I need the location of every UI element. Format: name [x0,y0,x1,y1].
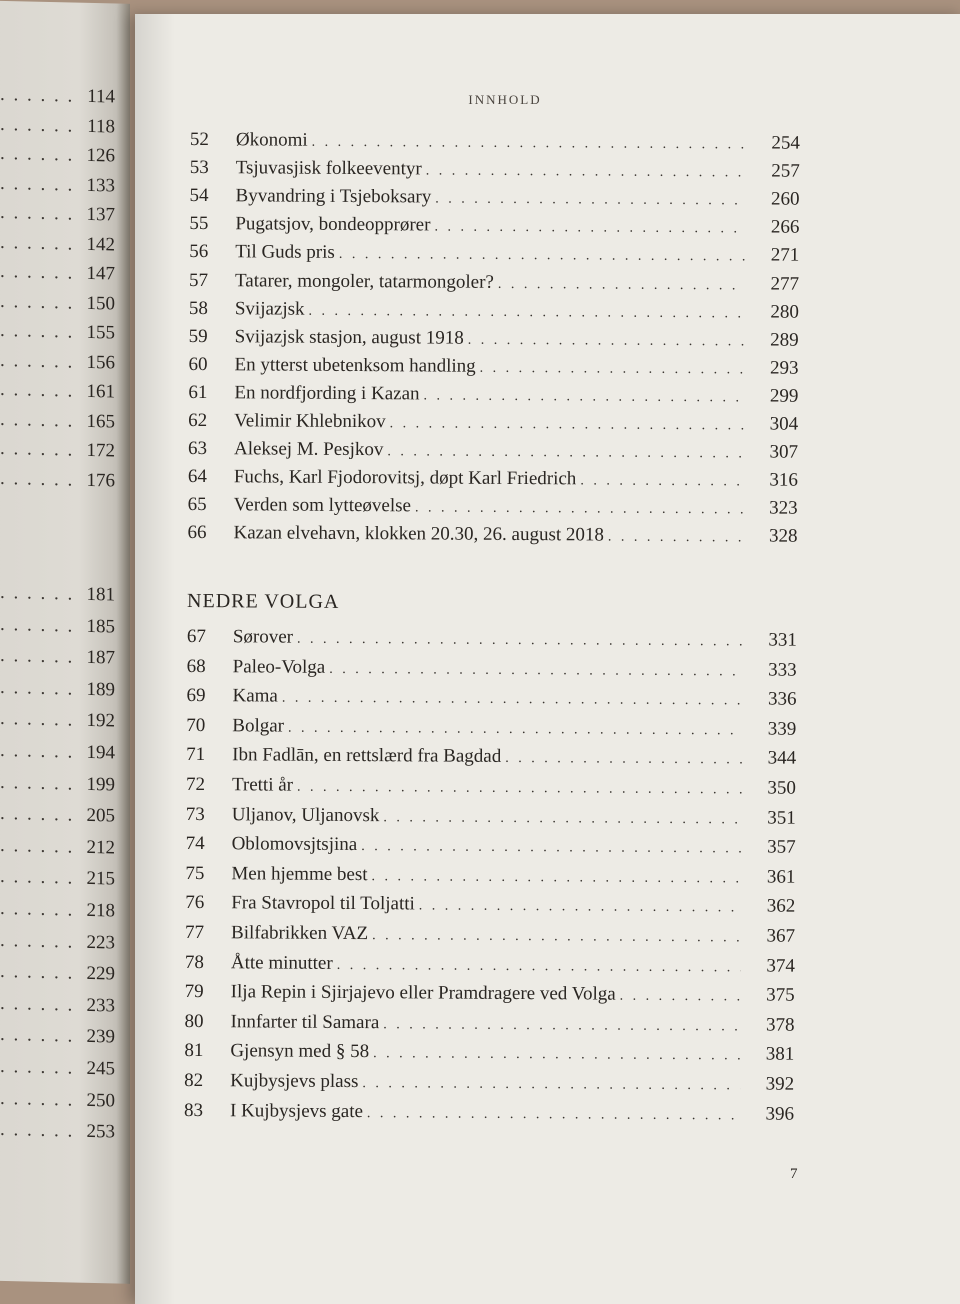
chapter-page: 333 [768,659,797,681]
dot-leader [0,1053,75,1083]
chapter-title: Paleo-Volga [232,655,326,678]
chapter-title: Velimir Khlebnikov [234,410,386,433]
facing-toc-row [0,863,115,894]
chapter-title: Bilfabrikken VAZ [231,922,369,945]
toc-entry [189,295,799,327]
facing-page-number: 172 [86,439,115,462]
facing-page-number: 114 [87,85,115,108]
toc-entry [188,435,798,467]
facing-page-number: 253 [86,1121,115,1143]
chapter-number: 81 [184,1040,204,1062]
facing-toc-row [0,1053,115,1084]
dot-leader [0,435,75,465]
facing-toc-row [0,674,115,705]
toc-entry [188,351,798,383]
chapter-page: 307 [769,441,799,463]
dot-leader [419,893,742,923]
facing-toc-row [0,1116,115,1147]
dot-leader [0,863,75,893]
facing-toc-row [0,1085,115,1116]
facing-toc-row [0,140,115,171]
facing-toc-row [0,346,115,377]
chapter-number: 52 [189,128,209,151]
chapter-number: 63 [187,438,208,460]
facing-page-number: 215 [86,868,115,890]
chapter-title: Svijazjsk stasjon, august 1918 [234,325,464,349]
dot-leader [505,745,742,774]
chapter-page: 361 [766,866,796,888]
dot-leader [0,611,75,641]
chapter-number: 71 [186,744,206,766]
chapter-page: 378 [765,1014,795,1036]
dot-leader [372,922,741,952]
dot-leader [0,110,75,140]
facing-page-number: 126 [86,144,115,167]
facing-page-number: 192 [86,710,115,732]
facing-page-number: 176 [86,469,115,492]
dot-leader [0,705,75,735]
chapter-number: 70 [186,714,206,736]
chapter-page: 323 [769,497,798,520]
facing-page-number: 156 [86,351,115,374]
chapter-number: 83 [183,1099,204,1121]
chapter-number: 69 [186,685,206,707]
chapter-number: 57 [188,269,209,291]
dot-leader [0,737,75,767]
facing-page-number: 233 [86,994,115,1017]
chapter-page: 381 [765,1043,795,1066]
chapter-page: 254 [771,132,800,154]
chapter-page: 396 [765,1103,795,1125]
chapter-page: 289 [770,329,799,351]
chapter-number: 62 [188,409,208,432]
dot-leader [297,626,743,657]
chapter-title: Pugatsjov, bondeopprører [235,213,431,236]
dot-leader [0,800,75,830]
chapter-page: 331 [768,629,797,651]
dot-leader [367,1100,740,1130]
page-number: 7 [790,1166,798,1182]
chapter-title: Kama [232,685,278,707]
dot-leader [468,326,745,356]
chapter-page: 293 [769,357,799,379]
chapter-title: Bolgar [232,715,285,737]
dot-leader [498,270,745,300]
section-heading: NEDRE VOLGA [187,589,340,613]
toc-entry [189,210,799,242]
chapter-title: Sørover [232,626,294,648]
toc-entry [184,1008,794,1040]
chapter-number: 64 [187,466,207,488]
chapter-page: 316 [769,469,798,491]
toc-entry [185,978,795,1010]
facing-toc-row [0,169,115,200]
dot-leader [337,952,741,982]
facing-toc-row [0,199,115,230]
chapter-number: 65 [187,494,207,516]
toc-entry [185,949,795,981]
facing-toc-row [0,435,115,466]
facing-toc-row [0,990,115,1021]
facing-page-number: 181 [86,583,115,606]
toc-entry [186,771,796,803]
chapter-title: En nordfjording i Kazan [234,382,420,405]
chapter-title: En ytterst ubetenksom handling [234,354,476,377]
chapter-title: Kujbysjevs plass [230,1070,359,1093]
chapter-title: Men hjemme best [231,863,368,885]
dot-leader [282,685,743,716]
chapter-number: 61 [188,381,208,404]
dot-leader [0,140,75,170]
facing-toc-row [0,405,115,436]
facing-page-number: 161 [86,380,115,403]
facing-page-number: 142 [86,233,115,256]
facing-page-number: 155 [86,321,115,344]
chapter-page: 257 [771,160,800,182]
chapter-number: 67 [186,625,206,648]
facing-toc-row [0,958,115,989]
toc-entry [186,741,796,773]
dot-leader [0,579,75,609]
dot-leader [297,774,742,805]
chapter-page: 344 [767,747,797,770]
facing-page-number: 133 [86,174,115,197]
facing-page [0,0,130,1284]
chapter-page: 357 [767,836,796,858]
facing-toc-row [0,1021,115,1052]
facing-toc-row [0,376,115,407]
facing-page-number: 250 [86,1089,115,1112]
dot-leader [0,1021,75,1051]
chapter-title: Fra Stavropol til Toljatti [231,892,415,915]
facing-page-number: 187 [86,647,115,669]
dot-leader [361,833,742,863]
chapter-title: Aleksej M. Pesjkov [233,438,384,461]
chapter-title: I Kujbysjevs gate [229,1099,364,1122]
chapter-title: Kazan elvehavn, klokken 20.30, 26. august 2018 [233,522,604,546]
chapter-page: 351 [767,807,796,829]
facing-toc-row [0,832,115,863]
chapter-page: 328 [768,525,798,548]
facing-page-number: 118 [87,115,115,138]
dot-leader [0,169,75,199]
toc-entry [185,919,795,951]
toc-entry [190,154,800,186]
facing-toc-row [0,737,115,768]
chapter-number: 59 [188,325,208,347]
dot-leader [620,983,741,1012]
chapter-page: 392 [765,1073,795,1095]
dot-leader [362,1070,740,1100]
toc-entry [189,238,799,270]
toc-entry [184,1067,794,1099]
toc-entry [189,323,799,355]
dot-leader [0,1116,75,1146]
facing-page-number: 185 [86,615,115,638]
facing-page-numbers [0,0,130,1143]
toc-entry [188,463,798,495]
facing-page-number: 218 [86,899,115,922]
toc-entry [190,126,800,158]
toc-entry [188,491,798,523]
chapter-page: 362 [766,895,796,918]
chapter-number: 77 [185,921,205,944]
facing-page-number: 147 [86,262,115,285]
dot-leader [0,199,75,229]
chapter-number: 75 [185,862,205,884]
chapter-page: 304 [769,413,799,435]
chapter-number: 78 [184,951,204,973]
contents-page [135,14,960,1304]
dot-leader [0,346,75,376]
chapter-title: Oblomovsjtsjina [231,833,358,856]
chapter-number: 82 [184,1069,204,1092]
chapter-page: 280 [770,301,799,323]
facing-page-number: 189 [86,678,115,701]
dot-leader [0,832,75,862]
toc-entry [186,830,796,862]
facing-page-number: 239 [86,1026,115,1048]
dot-leader [0,927,75,957]
chapter-number: 55 [189,213,209,235]
toc-entry [187,519,797,551]
table-of-contents [183,126,800,1125]
dot-leader [288,714,742,745]
facing-page-number: 194 [86,741,115,764]
toc-entry [187,653,797,685]
dot-leader [0,464,75,494]
facing-toc-row [0,258,115,289]
toc-entry [184,1097,794,1129]
dot-leader [0,287,75,317]
chapter-page: 350 [767,777,797,799]
dot-leader [0,228,75,258]
chapter-page: 260 [770,188,800,210]
chapter-number: 80 [184,1010,204,1032]
dot-leader [0,81,75,111]
chapter-page: 339 [767,718,797,740]
toc-entry [186,712,796,744]
dot-leader [373,1041,740,1071]
toc-entry [187,623,797,655]
dot-leader [0,405,75,435]
dot-leader [608,524,744,553]
chapter-number: 58 [188,297,208,319]
dot-leader [383,804,742,834]
chapter-title: Uljanov, Uljanovsk [231,803,380,826]
chapter-title: Verden som lytteøvelse [233,494,412,517]
dot-leader [0,317,75,347]
chapter-number: 76 [185,892,205,914]
facing-toc-row [0,611,115,642]
chapter-page: 299 [769,385,799,407]
facing-page-number: 205 [86,805,115,827]
chapter-title: Åtte minutter [230,951,333,974]
facing-toc-row [0,927,115,958]
facing-toc-row [0,642,115,673]
chapter-page: 367 [766,925,796,947]
chapter-title: Byvandring i Tsjeboksary [235,185,432,208]
toc-entry [186,682,796,714]
facing-toc-row [0,895,115,926]
chapter-number: 68 [186,655,206,677]
facing-page-number: 137 [86,203,115,226]
chapter-title: Ilja Repin i Sjirjajevo eller Pramdragere ved Volga [230,981,616,1005]
running-head: INNHOLD [468,92,542,107]
facing-toc-row [0,464,115,495]
chapter-number: 74 [185,833,205,855]
chapter-number: 53 [189,157,209,179]
chapter-page: 271 [770,244,800,267]
dot-leader [0,674,75,704]
facing-toc-row [0,287,115,318]
facing-toc-row [0,317,115,348]
chapter-title: Tsjuvasjisk folkeeventyr [235,157,422,180]
facing-toc-row [0,81,115,112]
chapter-title: Tretti år [231,774,294,796]
chapter-title: Fuchs, Karl Fjodorovitsj, døpt Karl Friedrich [233,466,577,490]
chapter-number: 56 [189,241,209,263]
dot-leader [0,990,75,1020]
dot-leader [0,258,75,288]
dot-leader [480,355,745,385]
chapter-title: Ibn Fadlān, en rettslærd fra Bagdad [232,744,502,768]
facing-toc-row [0,579,115,610]
toc-entry [189,182,799,214]
facing-page-number: 245 [86,1057,115,1080]
toc-entry [185,860,795,892]
chapter-title: Økonomi [235,129,308,151]
dot-leader [580,468,744,497]
chapter-title: Innfarter til Samara [230,1011,380,1033]
facing-page-number: 199 [86,773,115,796]
dot-leader [329,655,743,686]
facing-toc-row [0,705,115,736]
chapter-title: Svijazjsk [234,297,305,320]
facing-page-number: 223 [86,931,115,954]
chapter-title: Til Guds pris [235,241,335,264]
toc-entry [188,407,798,439]
dot-leader [0,642,75,672]
facing-toc-row [0,228,115,259]
chapter-number: 54 [189,185,209,207]
chapter-page: 266 [770,216,800,239]
toc-entry [186,801,796,833]
dot-leader [371,863,741,893]
chapter-title: Gjensyn med § 58 [230,1040,370,1063]
chapter-page: 374 [766,955,795,977]
chapter-number: 66 [187,522,207,544]
toc-entry [189,266,799,298]
dot-leader [0,376,75,406]
dot-leader [0,958,75,988]
facing-toc-row [0,769,115,800]
toc-entry [185,889,795,921]
toc-entry [188,379,798,411]
facing-page-number: 212 [86,836,115,859]
facing-toc-row [0,800,115,831]
dot-leader [0,895,75,925]
chapter-title: Tatarer, mongoler, tatarmongoler? [234,269,494,293]
chapter-number: 60 [188,353,208,375]
chapter-number: 72 [185,773,206,796]
facing-page-number: 150 [86,292,115,315]
facing-page-number: 165 [86,410,115,433]
dot-leader [0,1085,75,1115]
chapter-number: 79 [184,981,204,1003]
dot-leader [0,769,75,799]
facing-toc-row [0,110,115,141]
chapter-page: 375 [766,984,795,1006]
toc-entry [184,1037,794,1069]
chapter-page: 277 [770,273,800,295]
chapter-number: 73 [185,803,205,825]
facing-page-number: 229 [86,963,115,985]
chapter-page: 336 [767,688,797,710]
dot-leader [383,1011,740,1041]
